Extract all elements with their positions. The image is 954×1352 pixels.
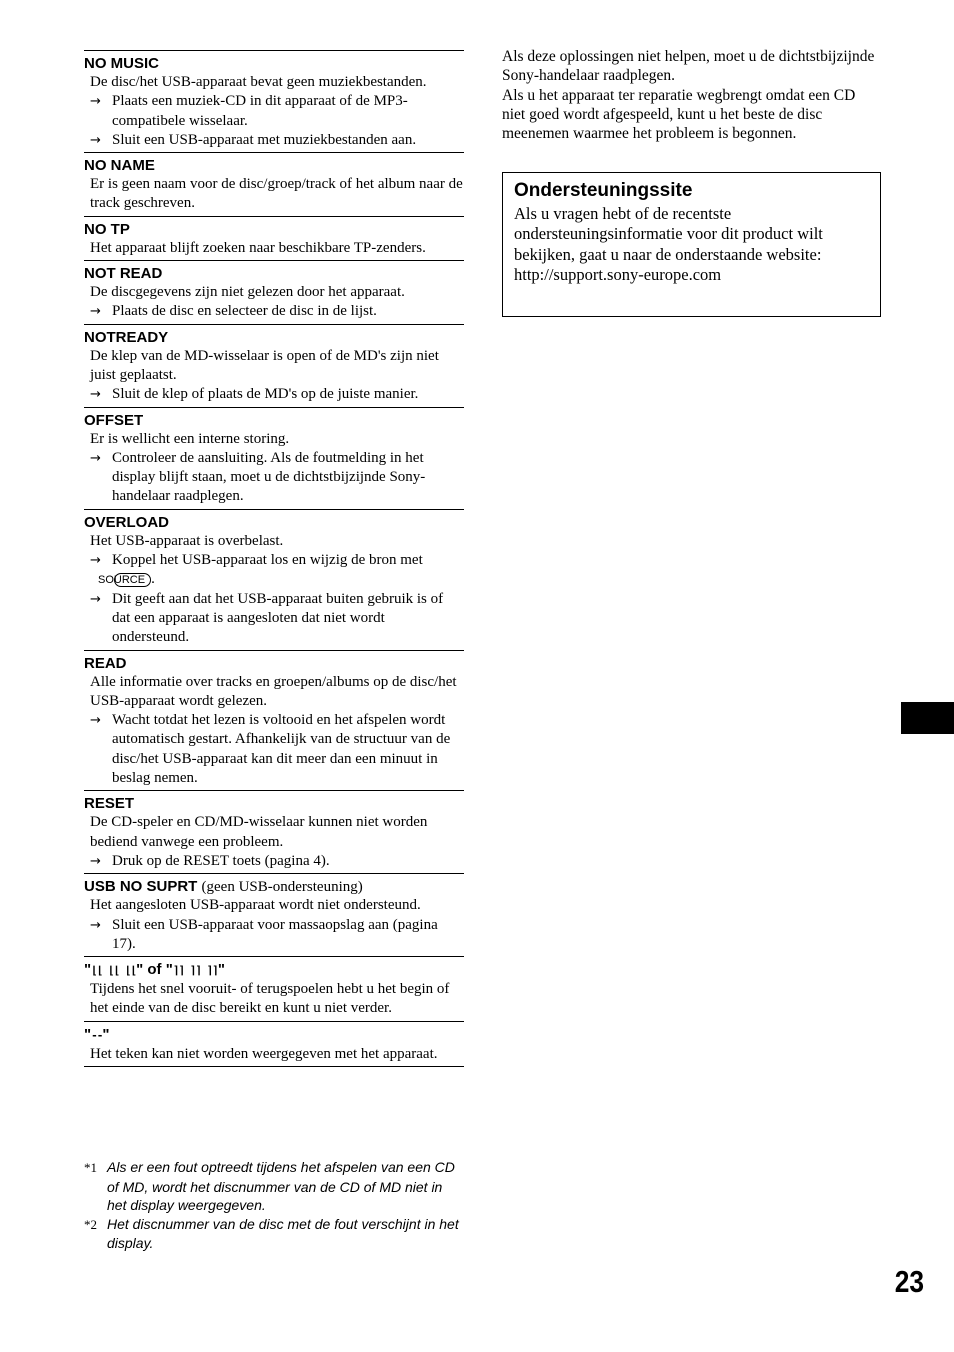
support-url[interactable]: http://support.sony-europe.com [514,265,722,285]
arrow-icon: → [90,553,101,569]
entry-description: Het USB-apparaat is overbelast. [90,532,284,549]
support-site-box [502,172,881,317]
entry-reset [84,790,464,873]
entry-term-translation: (geen USB-ondersteuning) [201,879,363,896]
arrow-icon: → [90,132,101,148]
entry-term: NO NAME [84,157,155,175]
entry-description: De klep van de MD-wisselaar is open of de MD's zijn niet juist geplaatst. [90,347,439,383]
entry-term: NO MUSIC [84,55,159,72]
segment-glyph-start: ⌊⌊ ⌊⌊ ⌊⌊ [91,964,137,978]
footnote: *1 Als er een fout optreedt tijdens het afspelen van een CD of MD, wordt het discnummer van de CD of MD niet in het display weergegeven. [84,1159,455,1213]
arrow-icon: → [90,853,101,869]
entry-term: OFFSET [84,411,144,429]
entry-description: Alle informatie over tracks en groepen/albums op de disc/het USB-apparaat wordt gelezen. [90,673,457,709]
entry-disc-end-indicator [84,956,464,1021]
entry-description: Het apparaat blijft zoeken naar beschikbare TP-zenders. [90,239,426,256]
entry-term: OVERLOAD [84,513,170,531]
source-button: SOURCE [114,573,151,587]
entry-description: Tijdens het snel vooruit- of terugspoelen hebt u het begin of het einde van de disc bereikt en kunt u niet verder. [90,981,450,1017]
entry-usb-no-suprt [84,873,464,956]
entry-description: De disc/het USB-apparaat bevat geen muziekbestanden. [90,74,427,90]
right-column [502,47,882,143]
footnote-mark: *2 [84,1216,97,1232]
segment-glyph-end: ⌉⌉ ⌉⌉ ⌉⌉ [172,964,218,978]
entry-term: USB NO SUPRT (geen USB-ondersteuning) [84,878,363,896]
entry-action: → Sluit een USB-apparaat voor massaopslag aan (pagina 17). [90,916,438,952]
arrow-icon: → [90,450,101,466]
entry-not-read [84,260,464,324]
entry-action: → Plaats de disc en selecteer de disc in de lijst. [84,302,464,321]
arrow-icon: → [90,713,101,729]
entry-notready [84,324,464,407]
support-box-text: Als u vragen hebt of de recentste ondersteuningsinformatie voor dit product wilt bekijken, gaat u naar de onderstaande website: [514,204,823,264]
error-message-list [84,50,464,1067]
entry-description: Het teken kan niet worden weergegeven met het apparaat. [90,1045,438,1062]
entry-term: "--" [84,1025,110,1043]
entry-action: → Koppel het USB-apparaat los en wijzig de bron met SOURCE . [90,552,423,588]
entry-no-tp [84,216,464,260]
arrow-icon: → [90,917,101,933]
section-tab-marker [901,702,954,734]
entry-overload [84,509,464,650]
entry-description: Er is wellicht een interne storing. [90,430,290,447]
entry-term: NO TP [84,220,130,238]
entry-action: → Sluit de klep of plaats de MD's op de juiste manier. [84,385,464,404]
entry-action: → Druk op de RESET toets (pagina 4). [84,852,464,871]
entry-offset [84,407,464,509]
entry-action: → Dit geeft aan dat het USB-apparaat buiten gebruik is of dat een apparaat is aangesloten dat niet wordt ondersteund. [90,590,444,646]
entry-description: Er is geen naam voor de disc/groep/track of het album naar de track geschreven. [90,176,463,212]
entry-description: De discgegevens zijn niet gelezen door het apparaat. [90,284,405,301]
entry-term: RESET [84,795,135,813]
entry-action: → Plaats een muziek-CD in dit apparaat of de MP3-compatibele wisselaar. [90,93,408,129]
entry-no-music [84,50,464,152]
footnote-mark: *1 [84,1160,97,1175]
footnotes [84,1158,464,1253]
arrow-icon: → [90,591,101,607]
segment-glyph-dash: -- [91,1028,103,1042]
arrow-icon: → [90,387,101,403]
advice-paragraph: Als deze oplossingen niet helpen, moet u de dichtstbijzijnde Sony-handelaar raadplegen. [502,48,875,85]
arrow-icon: → [90,94,101,110]
arrow-icon: → [90,304,101,320]
entry-read [84,650,464,791]
entry-action: → Sluit een USB-apparaat met muziekbestanden aan. [84,131,464,150]
entry-action: → Wacht totdat het lezen is voltooid en het afspelen wordt automatisch gestart. Afhankelijk van de structuur van de disc/het USB-apparaat kan dit meer dan een minuut in beslag nemen. [90,712,451,787]
page-number: 23 [894,1264,924,1299]
entry-description: De CD-speler en CD/MD-wisselaar kunnen niet worden bediend vanwege een probleem. [90,814,428,850]
support-box-title: Ondersteuningssite [514,180,693,201]
entry-no-name [84,152,464,216]
advice-paragraph: Als u het apparaat ter reparatie wegbrengt omdat een CD niet goed wordt afgespeeld, kunt u het beste de disc meenemen waarmee het probleem is begonnen. [502,86,856,143]
entry-description: Het aangesloten USB-apparaat wordt niet ondersteund. [90,897,421,914]
footnote: *2 Het discnummer van de disc met de fout verschijnt in het display. [84,1215,459,1251]
entry-term: READ [84,654,127,672]
entry-action: → Controleer de aansluiting. Als de foutmelding in het display blijft staan, moet u de dichtstbijzijnde Sony-handelaar raadplegen. [90,449,426,505]
entry-term: NOTREADY [84,328,169,346]
entry-undisplayable-char [84,1021,464,1067]
entry-term: NOT READ [84,265,163,283]
entry-term: "⌊⌊ ⌊⌊ ⌊⌊" of "⌉⌉ ⌉⌉ ⌉⌉" [84,961,225,979]
